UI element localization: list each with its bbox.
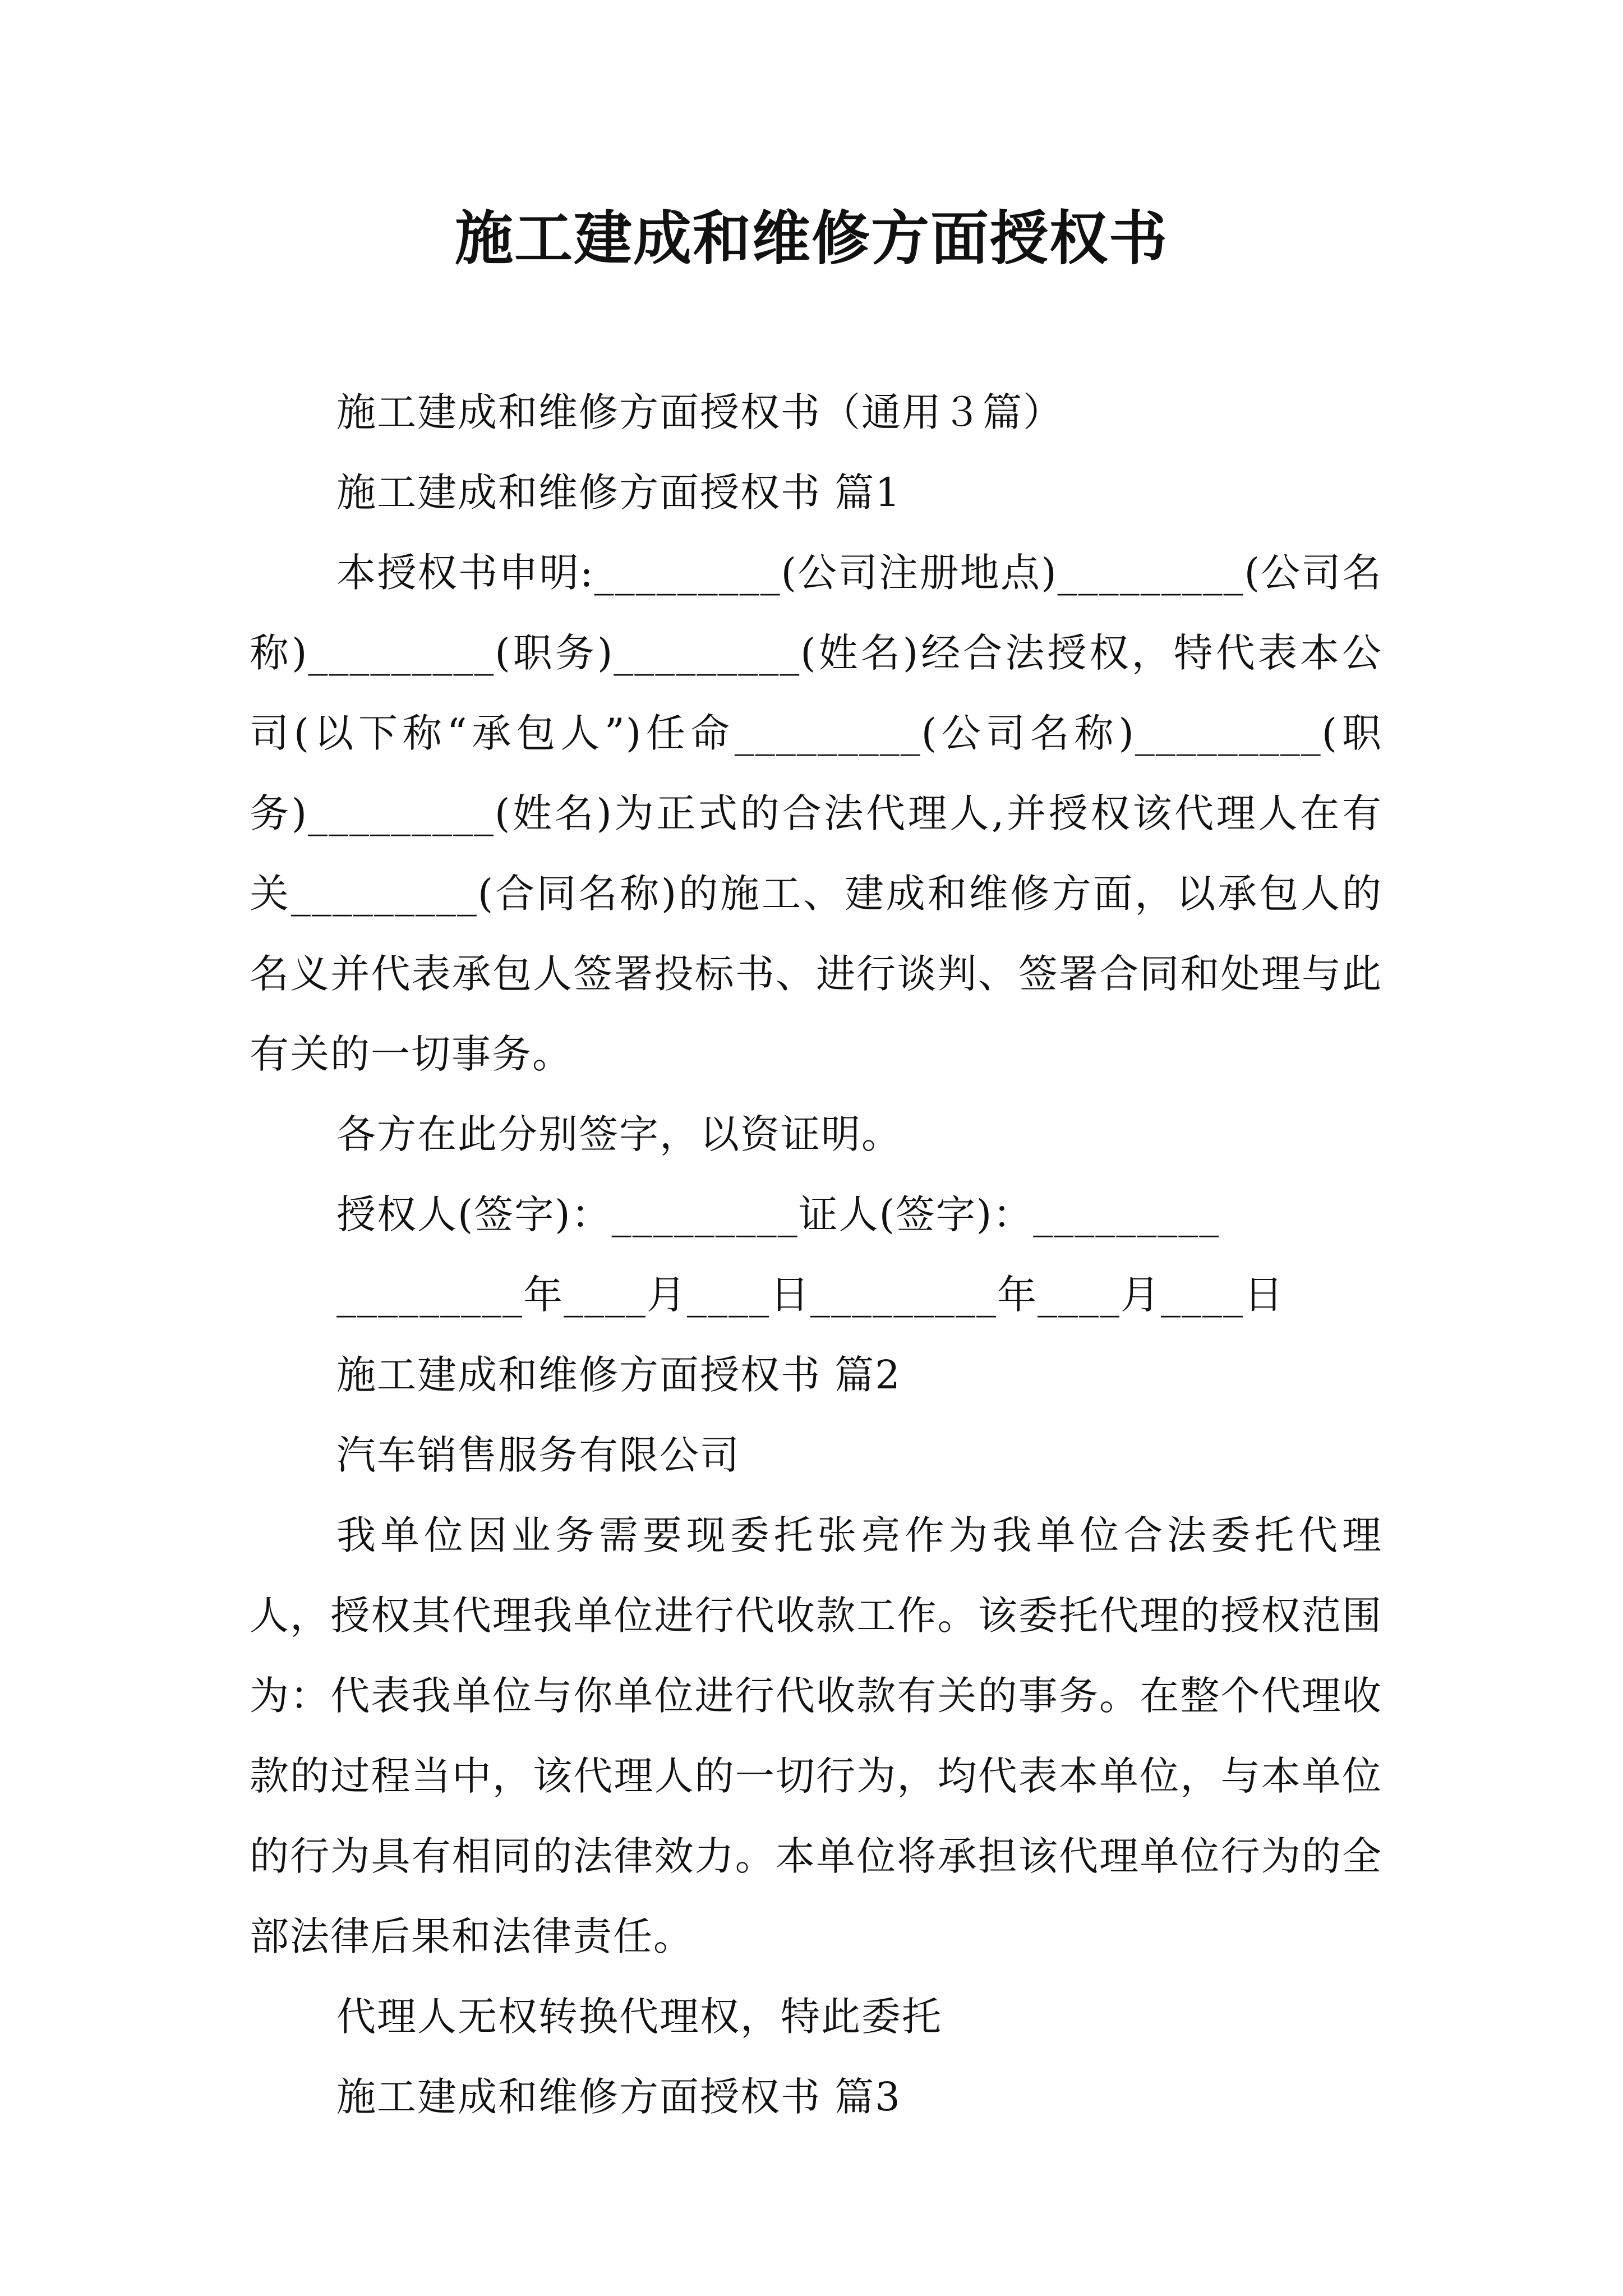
document-body (250, 372, 1382, 2137)
section-heading-3: 施工建成和维修方面授权书 篇3 (336, 2074, 901, 2120)
date-line: _________年____月____日_________年____月____日 (336, 1272, 1284, 1318)
signature-line: 授权人(签字)：_________证人(签字)：_________ (336, 1191, 1220, 1237)
section-heading-1: 施工建成和维修方面授权书 篇1 (336, 470, 901, 516)
subtitle-paragraph: 施工建成和维修方面授权书（通用３篇） (336, 389, 1063, 435)
document-title: 施工建成和维修方面授权书 (454, 204, 1168, 273)
entrustment-closing: 代理人无权转换代理权，特此委托 (336, 1994, 942, 2040)
authorization-statement: 本授权书申明:_________(公司注册地点)_________(公司名称)_________(职务)_________(姓名)经合法授权，特代表本公司(以下称“承包人”)任命_________(公司名称)_________(职务)_________(姓名)为正式的合法代理人,并授权该代理人在有关_________(合同名称)的施工、建成和维修方面，以承包人的名义并代表承包人签署投标书、进行谈判、签署合同和处理与此有关的一切事务。 (250, 550, 1382, 1077)
entrustment-paragraph: 我单位因业务需要现委托张亮作为我单位合法委托代理人，授权其代理我单位进行代收款工作。该委托代理的授权范围为：代表我单位与你单位进行代收款有关的事务。在整个代理收款的过程当中，该代理人的一切行为，均代表本单位，与本单位的行为具有相同的法律效力。本单位将承担该代理单位行为的全部法律后果和法律责任。 (250, 1512, 1382, 1959)
section-heading-2: 施工建成和维修方面授权书 篇2 (336, 1352, 901, 1398)
company-name: 汽车销售服务有限公司 (336, 1432, 740, 1478)
witness-statement: 各方在此分别签字，以资证明。 (336, 1111, 902, 1157)
